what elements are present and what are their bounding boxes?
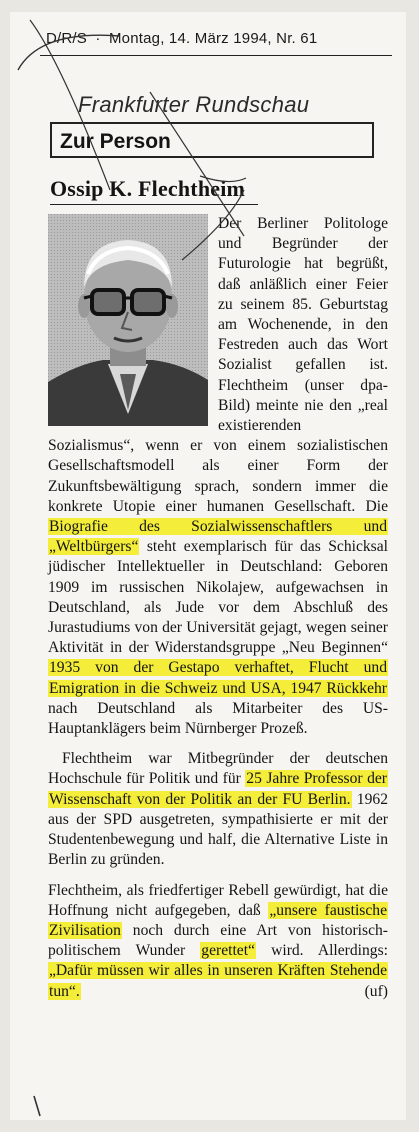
- header-separator: ·: [95, 30, 101, 47]
- issue-header: [46, 30, 386, 56]
- p2-highlight-1: 25 Jahre Professor der Wissenschaft von der Politik an der FU Berlin.: [49, 770, 387, 808]
- header-rule: [40, 55, 392, 56]
- p3-text-2: noch durch eine Art von historisch-politischem Wunder: [48, 921, 388, 960]
- p2-text-2: 1962 aus der SPD ausgetreten, sympathisierte er mit der Studentenbewegung und half, die Alternative Liste in Berlin zu gründen.: [48, 790, 388, 869]
- photo-spacer: [48, 214, 218, 426]
- paragraph-gap: [48, 739, 388, 749]
- p3-text-1: Flechtheim, als friedfertiger Rebell gewürdigt, hat die Hoffnung nicht aufgegeben, daß: [48, 881, 388, 919]
- issue-date: Montag, 14. März 1994, Nr. 61: [108, 30, 318, 47]
- article-headline: Ossip K. Flechtheim: [50, 176, 246, 201]
- p3-highlight-3: „Dafür müssen wir alles in unseren Kräften Stehende tun“.: [49, 962, 387, 1000]
- p1-text-1: Der Berliner Politologe und Begründer der Futurologie hat begrüßt, daß anläßlich einer Feier zu seinem 85. Geburtstag am Wochenende, in den Festreden auch das Wort Sozialist gefallen ist. Flechtheim (unser dpa-Bild) meinte nie den „real existierenden Sozialismus“, wenn er von einem sozialistischen Gesellschaftsmodell als einer Form der Zukunftsbewältigung sprach, sondern immer die konkrete Utopie einer humanen Gesellschaft. Die: [48, 215, 388, 515]
- article-paragraph-2: [48, 749, 388, 870]
- article-body: [48, 214, 388, 1002]
- p1-highlight-1: Biografie des Sozialwissenschaftlers und „Weltbürgers“: [49, 518, 387, 556]
- p1-highlight-2: 1935 von der Gestapo verhaftet, Flucht und Emigration in die Schweiz und USA, 1947 Rückkehr: [49, 659, 387, 697]
- p1-text-2: steht exemplarisch für das Schicksal jüdischer Intellektueller in Deutschland: Geboren 1909 im russischen Nikolajew, aufgewachsen in Deutschland, als Jude vor dem Abschluß des Jurastudiums von der Universität gejagt, wegen seiner Aktivität in der Widerstandsgruppe „Neu Beginnen“: [48, 538, 388, 657]
- paragraph-gap: [48, 871, 388, 881]
- p2-text-1: Flechtheim war Mitbegründer der deutschen Hochschule für Politik und für: [48, 750, 388, 788]
- paper-code: D/R/S: [46, 30, 88, 47]
- article-paragraph-3: [48, 881, 388, 1002]
- headline-rule: [50, 204, 258, 205]
- masthead-stamp: Frankfurter Rundschau: [78, 92, 310, 117]
- p3-highlight-1: „unsere faustische Zivilisation: [49, 901, 387, 939]
- p1-text-3: nach Deutschland als Mitarbeiter des US-Hauptanklägers beim Nürnberger Prozeß.: [48, 699, 388, 738]
- section-title: Zur Person: [50, 122, 374, 158]
- author-signature: (uf): [364, 982, 388, 1000]
- p3-text-3: wird. Allerdings:: [255, 942, 388, 960]
- p3-highlight-2: gerettet“: [201, 942, 255, 960]
